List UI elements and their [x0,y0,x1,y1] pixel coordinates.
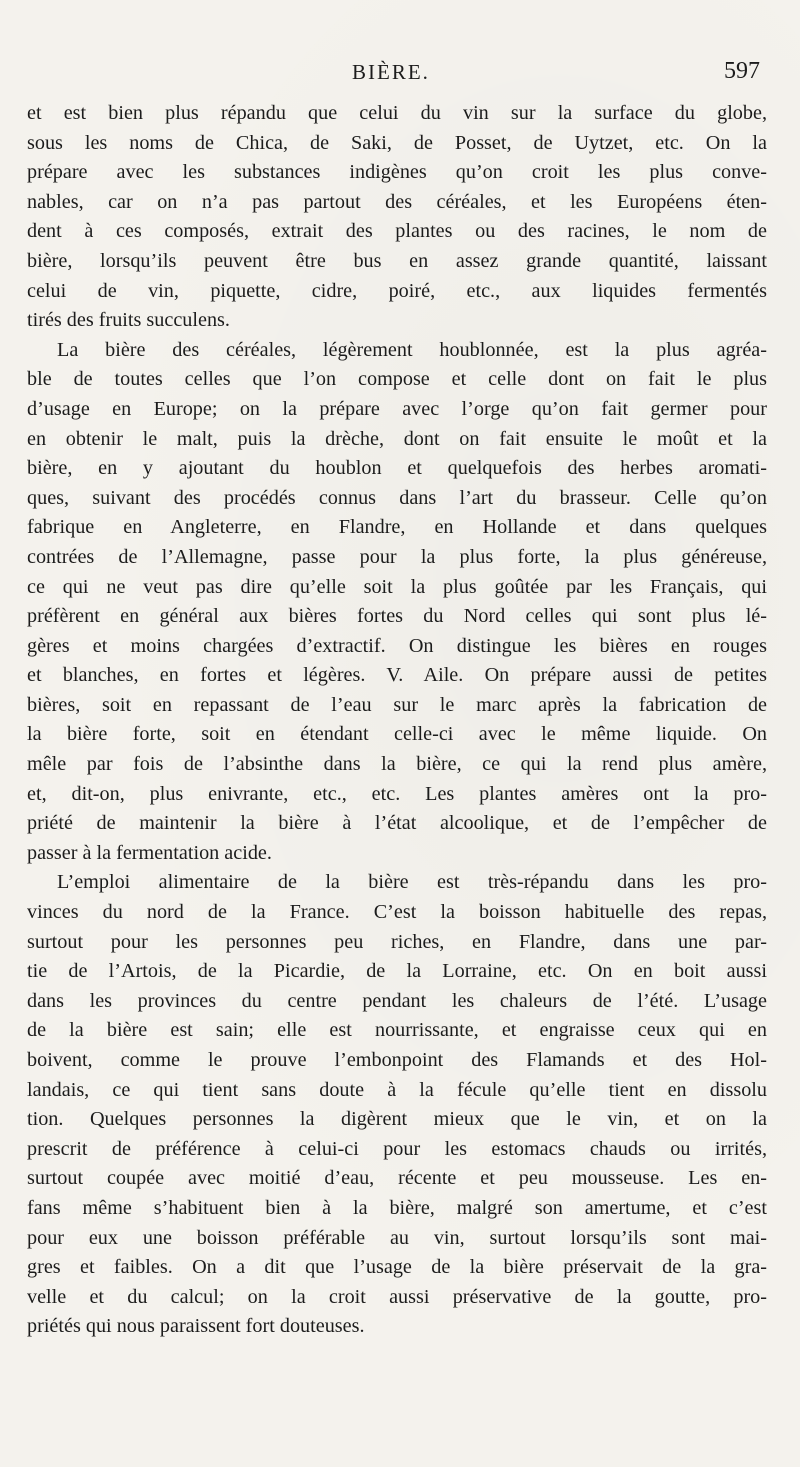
text-line: nables, car on n’a pas partout des céréales, et les Européens éten- [27,190,767,213]
text-line: pour eux une boisson préférable au vin, surtout lorsqu’ils sont mai- [27,1226,767,1249]
paragraph-first-line: La bière des céréales, légèrement houblonnée, est la plus agréa- [57,338,767,361]
text-line: landais, ce qui tient sans doute à la fécule qu’elle tient en dissolu [27,1078,767,1101]
text-line: et est bien plus répandu que celui du vin sur la surface du globe, [27,102,767,124]
text-line: priétés qui nous paraissent fort douteuses. [27,1315,365,1338]
text-line: ques, suivant des procédés connus dans l’art du brasseur. Celle qu’on [27,486,767,509]
text-line: dent à ces composés, extrait des plantes ou des racines, le nom de [27,220,767,243]
text-line: gres et faibles. On a dit que l’usage de la bière préservait de la gra- [27,1256,767,1279]
text-line: bière, en y ajoutant du houblon et quelquefois des herbes aromati- [27,457,767,480]
text-line: tion. Quelques personnes la digèrent mieux que le vin, et on la [27,1108,767,1131]
text-line: et, dit-on, plus enivrante, etc., etc. Les plantes amères ont la pro- [27,782,767,805]
text-line: bières, soit en repassant de l’eau sur le marc après la fabrication de [27,693,767,716]
text-line: surtout pour les personnes peu riches, en Flandre, dans une par- [27,930,767,953]
text-line: gères et moins chargées d’extractif. On distingue les bières en rouges [27,634,767,657]
text-line: mêle par fois de l’absinthe dans la bière, ce qui la rend plus amère, [27,753,767,776]
text-line: prépare avec les substances indigènes qu’on croit les plus conve- [27,161,767,184]
text-line: ce qui ne veut pas dire qu’elle soit la plus goûtée par les Français, qui [27,575,767,598]
text-line: boivent, comme le prouve l’embonpoint des Flamands et des Hol- [27,1049,767,1071]
text-line: passer à la fermentation acide. [27,841,272,864]
text-line: tirés des fruits succulens. [27,309,230,332]
text-line: contrées de l’Allemagne, passe pour la plus forte, la plus généreuse, [27,545,767,568]
text-line: de la bière est sain; elle est nourrissante, et engraisse ceux qui en [27,1019,767,1042]
text-line: la bière forte, soit en étendant celle-ci avec le même liquide. On [27,723,767,746]
text-line: préfèrent en général aux bières fortes du Nord celles qui sont plus lé- [27,605,767,628]
text-line: en obtenir le malt, puis la drèche, dont on fait ensuite le moût et la [27,427,767,450]
text-line: priété de maintenir la bière à l’état alcoolique, et de l’empêcher de [27,812,767,835]
text-line: d’usage en Europe; on la prépare avec l’orge qu’on fait germer pour [27,397,767,420]
text-line: tie de l’Artois, de la Picardie, de la Lorraine, etc. On en boit aussi [27,960,767,983]
text-line: fabrique en Angleterre, en Flandre, en Hollande et dans quelques [27,516,767,539]
text-line: fans même s’habituent bien à la bière, malgré son amertume, et c’est [27,1196,767,1219]
text-line: et blanches, en fortes et légères. V. Aile. On prépare aussi de petites [27,664,767,687]
text-line: prescrit de préférence à celui-ci pour les estomacs chauds ou irrités, [27,1137,767,1160]
page-number: 597 [724,58,760,84]
page-header [0,56,800,90]
text-line: celui de vin, piquette, cidre, poiré, etc., aux liquides fermentés [27,279,767,302]
text-line: velle et du calcul; on la croit aussi préservative de la goutte, pro- [27,1285,767,1308]
text-line: ble de toutes celles que l’on compose et celle dont on fait le plus [27,368,767,391]
paragraph-first-line: L’emploi alimentaire de la bière est très-répandu dans les pro- [57,871,767,894]
text-line: surtout coupée avec moitié d’eau, récente et peu mousseuse. Les en- [27,1167,767,1190]
text-line: vinces du nord de la France. C’est la boisson habituelle des repas, [27,901,767,924]
text-line: dans les provinces du centre pendant les chaleurs de l’été. L’usage [27,989,767,1012]
text-line: bière, lorsqu’ils peuvent être bus en assez grande quantité, laissant [27,249,767,272]
body-text [27,99,767,1342]
running-title: BIÈRE. [352,60,430,84]
text-line: sous les noms de Chica, de Saki, de Posset, de Uytzet, etc. On la [27,131,767,154]
